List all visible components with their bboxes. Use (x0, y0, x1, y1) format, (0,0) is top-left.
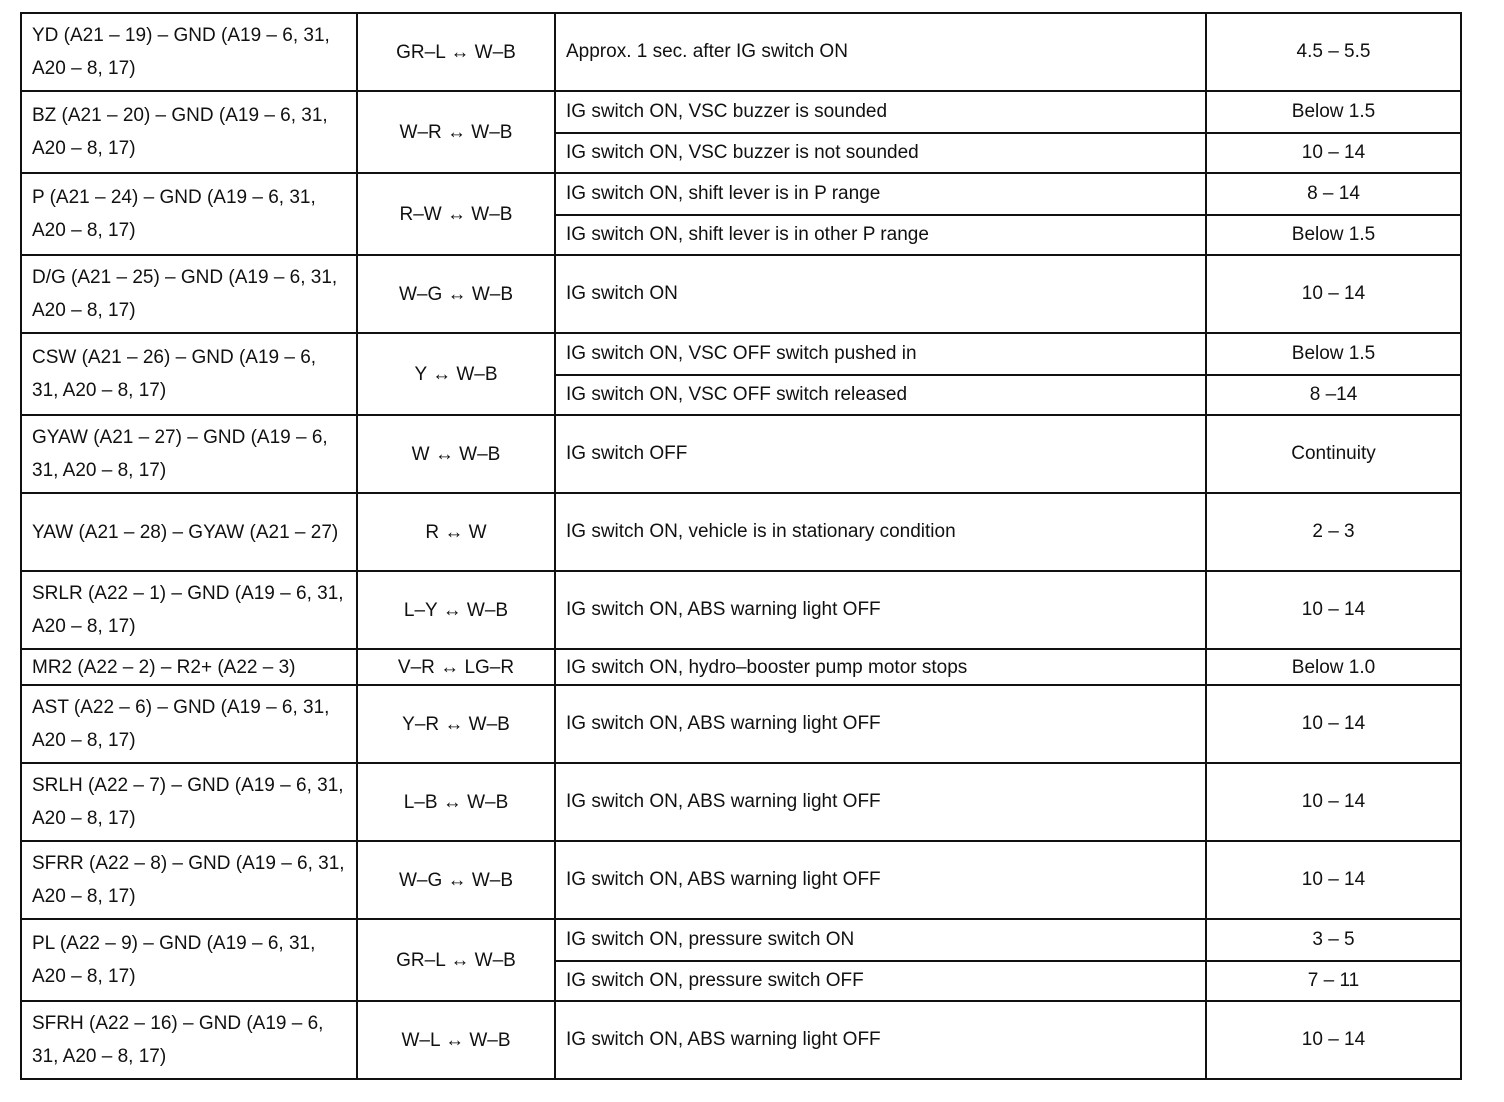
wiring-color-text: V–R ↔ LG–R (397, 656, 515, 678)
table-row (21, 333, 1461, 375)
wiring-color-cell (357, 91, 555, 173)
condition-cell: IG switch ON, ABS warning light OFF (555, 763, 1206, 841)
table-row (21, 1001, 1461, 1079)
table-row (21, 841, 1461, 919)
table-row (21, 685, 1461, 763)
table-row (21, 13, 1461, 91)
table-row (21, 255, 1461, 333)
wiring-color-text: GR–L ↔ W–B (396, 949, 516, 971)
terminal-cell: SRLH (A22 – 7) – GND (A19 – 6, 31, A20 – 8, 17) (21, 763, 357, 841)
wiring-color-text: L–Y ↔ W–B (403, 599, 509, 621)
condition-cell: IG switch OFF (555, 415, 1206, 493)
specified-value-cell: 10 – 14 (1206, 685, 1461, 763)
terminal-cell: CSW (A21 – 26) – GND (A19 – 6, 31, A20 – 8, 17) (21, 333, 357, 415)
table-body (21, 13, 1461, 1079)
wiring-color-cell (357, 649, 555, 685)
wiring-color-cell (357, 173, 555, 255)
wiring-color-cell (357, 841, 555, 919)
condition-cell: IG switch ON, VSC buzzer is sounded (555, 91, 1206, 133)
table-row (21, 919, 1461, 961)
specified-value-cell: 8 – 14 (1206, 173, 1461, 215)
condition-cell: IG switch ON, shift lever is in P range (555, 173, 1206, 215)
terminal-cell: AST (A22 – 6) – GND (A19 – 6, 31, A20 – 8, 17) (21, 685, 357, 763)
wiring-color-cell (357, 1001, 555, 1079)
wiring-color-text: Y ↔ W–B (414, 363, 498, 385)
wiring-color-text: W–G ↔ W–B (398, 869, 513, 891)
wiring-color-cell (357, 763, 555, 841)
terminal-cell: D/G (A21 – 25) – GND (A19 – 6, 31, A20 – 8, 17) (21, 255, 357, 333)
terminal-cell: P (A21 – 24) – GND (A19 – 6, 31, A20 – 8, 17) (21, 173, 357, 255)
condition-cell: IG switch ON, ABS warning light OFF (555, 1001, 1206, 1079)
wiring-color-cell (357, 255, 555, 333)
condition-cell: IG switch ON, VSC buzzer is not sounded (555, 133, 1206, 173)
condition-cell: Approx. 1 sec. after IG switch ON (555, 13, 1206, 91)
condition-cell: IG switch ON, VSC OFF switch released (555, 375, 1206, 415)
specified-value-cell: Continuity (1206, 415, 1461, 493)
wiring-color-text: L–B ↔ W–B (403, 791, 509, 813)
table-row (21, 649, 1461, 685)
wiring-color-text: W–L ↔ W–B (401, 1029, 511, 1051)
specified-value-cell: 3 – 5 (1206, 919, 1461, 961)
wiring-color-text: GR–L ↔ W–B (396, 41, 516, 63)
terminal-cell: BZ (A21 – 20) – GND (A19 – 6, 31, A20 – 8, 17) (21, 91, 357, 173)
specified-value-cell: 7 – 11 (1206, 961, 1461, 1001)
wiring-color-cell (357, 571, 555, 649)
condition-cell: IG switch ON, pressure switch OFF (555, 961, 1206, 1001)
condition-cell: IG switch ON, ABS warning light OFF (555, 685, 1206, 763)
table-row (21, 763, 1461, 841)
condition-cell: IG switch ON, VSC OFF switch pushed in (555, 333, 1206, 375)
specified-value-cell: Below 1.0 (1206, 649, 1461, 685)
table-row (21, 571, 1461, 649)
wiring-color-cell (357, 415, 555, 493)
wiring-color-text: W–R ↔ W–B (399, 121, 513, 143)
wiring-color-cell (357, 493, 555, 571)
wiring-color-text: Y–R ↔ W–B (402, 713, 510, 735)
specified-value-cell: 10 – 14 (1206, 841, 1461, 919)
wiring-color-cell (357, 13, 555, 91)
terminal-cell: SFRR (A22 – 8) – GND (A19 – 6, 31, A20 – 8, 17) (21, 841, 357, 919)
specified-value-cell: 10 – 14 (1206, 255, 1461, 333)
terminal-cell: YAW (A21 – 28) – GYAW (A21 – 27) (21, 493, 357, 571)
terminal-cell: YD (A21 – 19) – GND (A19 – 6, 31, A20 – 8, 17) (21, 13, 357, 91)
table-row (21, 493, 1461, 571)
terminal-cell: PL (A22 – 9) – GND (A19 – 6, 31, A20 – 8, 17) (21, 919, 357, 1001)
wiring-color-cell (357, 919, 555, 1001)
wiring-color-text: R ↔ W (425, 521, 487, 543)
condition-cell: IG switch ON (555, 255, 1206, 333)
wiring-color-text: R–W ↔ W–B (399, 203, 513, 225)
specified-value-cell: 10 – 14 (1206, 571, 1461, 649)
terminal-cell: GYAW (A21 – 27) – GND (A19 – 6, 31, A20 – 8, 17) (21, 415, 357, 493)
terminal-cell: SFRH (A22 – 16) – GND (A19 – 6, 31, A20 – 8, 17) (21, 1001, 357, 1079)
specified-value-cell: Below 1.5 (1206, 91, 1461, 133)
specified-value-cell: 10 – 14 (1206, 1001, 1461, 1079)
condition-cell: IG switch ON, ABS warning light OFF (555, 841, 1206, 919)
specified-value-cell: 4.5 – 5.5 (1206, 13, 1461, 91)
condition-cell: IG switch ON, ABS warning light OFF (555, 571, 1206, 649)
terminal-cell: SRLR (A22 – 1) – GND (A19 – 6, 31, A20 – 8, 17) (21, 571, 357, 649)
specified-value-cell: 2 – 3 (1206, 493, 1461, 571)
table-row (21, 91, 1461, 133)
wiring-color-cell (357, 333, 555, 415)
table-row (21, 415, 1461, 493)
wiring-color-text: W–G ↔ W–B (398, 283, 513, 305)
condition-cell: IG switch ON, shift lever is in other P range (555, 215, 1206, 255)
specified-value-cell: Below 1.5 (1206, 215, 1461, 255)
condition-cell: IG switch ON, vehicle is in stationary condition (555, 493, 1206, 571)
specified-value-cell: 10 – 14 (1206, 133, 1461, 173)
table-row (21, 173, 1461, 215)
condition-cell: IG switch ON, hydro–booster pump motor stops (555, 649, 1206, 685)
terminal-voltage-table (20, 12, 1462, 1080)
specified-value-cell: Below 1.5 (1206, 333, 1461, 375)
wiring-color-text: W ↔ W–B (411, 443, 501, 465)
specified-value-cell: 8 –14 (1206, 375, 1461, 415)
specified-value-cell: 10 – 14 (1206, 763, 1461, 841)
wiring-color-cell (357, 685, 555, 763)
terminal-cell: MR2 (A22 – 2) – R2+ (A22 – 3) (21, 649, 357, 685)
condition-cell: IG switch ON, pressure switch ON (555, 919, 1206, 961)
